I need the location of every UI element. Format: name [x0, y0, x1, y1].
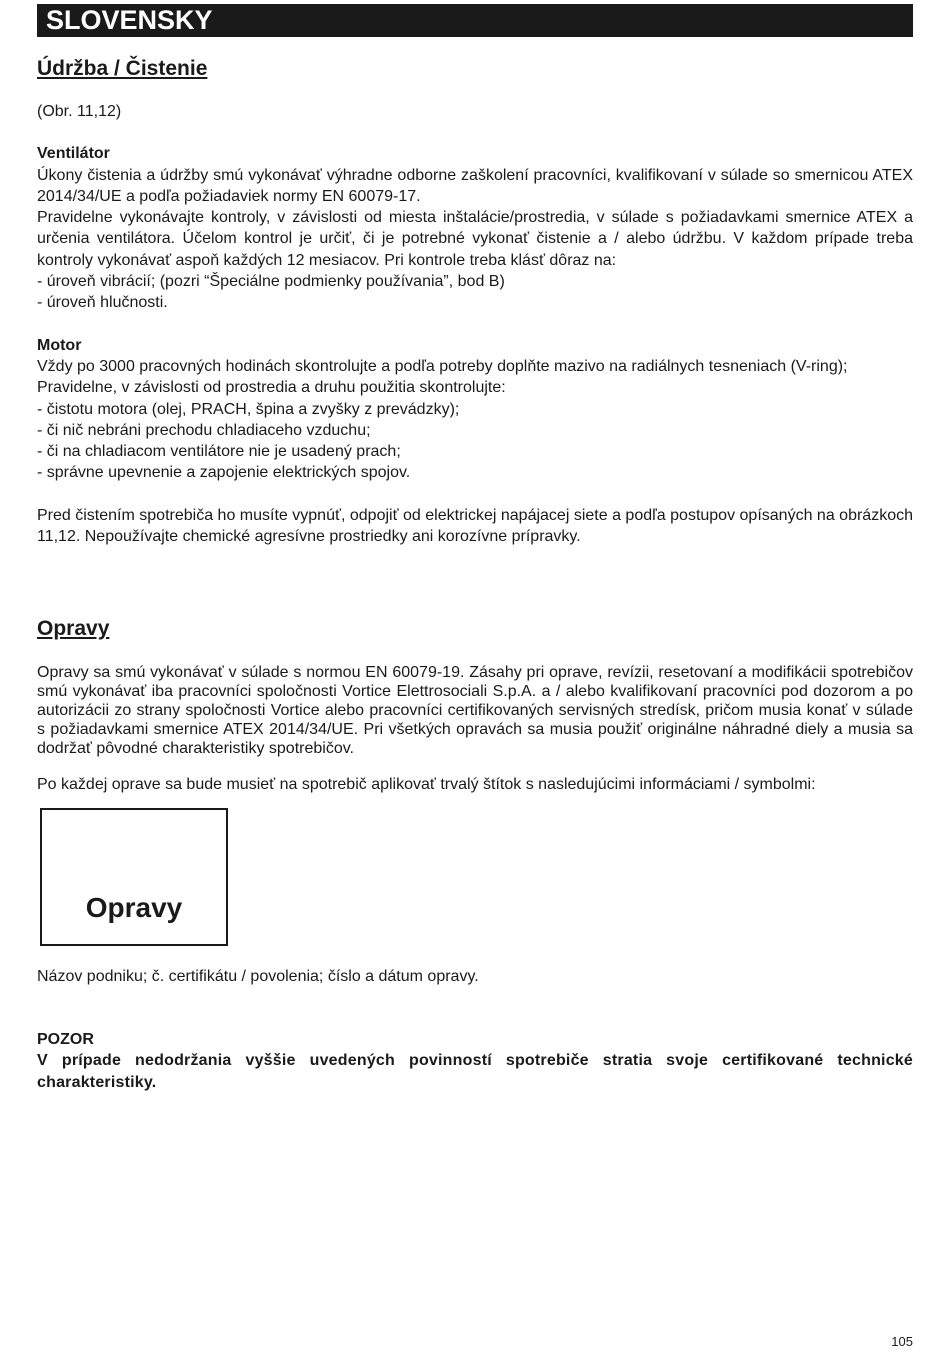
motor-line-2: Pravidelne, v závislosti od prostredia a druhu použitia skontrolujte: [37, 379, 506, 397]
fan-checklist [37, 271, 913, 314]
figure-reference: (Obr. 11,12) [37, 103, 122, 120]
cleaning-note: Pred čistením spotrebiča ho musíte vypnúť, odpojiť od elektrickej napájacej siete a podľa postupov opísaných na obrázkoch 11,12. Nepoužívajte chemické agresívne prostriedky ani korozívne prípravky. [37, 506, 913, 546]
list-item: - či na chladiacom ventilátore nie je usadený prach; [37, 443, 401, 461]
motor-line-1: Vždy po 3000 pracovných hodinách skontrolujte a podľa potreby doplňte mazivo na radiálnych tesneniach (V-ring); [37, 357, 848, 375]
repair-label-box [40, 808, 228, 946]
fan-paragraph-2: Pravidelne vykonávajte kontroly, v závislosti od miesta inštalácie/prostredia, v súlade s požiadavkami smernice ATEX a určenia ventilátora. Účelom kontrol je určiť, či je potrebné vykonať čistenie a / alebo údržbu. V každom prípade treba kontroly vykonávať aspoň každých 12 mesiacov. Pri kontrole treba klásť dôraz na: [37, 209, 913, 269]
repair-label-text: Opravy [85, 891, 183, 923]
repairs-paragraph-1: Opravy sa smú vykonávať v súlade s normou EN 60079-19. Zásahy pri oprave, revízii, resetovaní a modifikácii spotrebičov smú vykonávať iba pracovníci spoločnosti Vortice Elettrosociali S.p.A. a / alebo kvalifikovaní pracovníci pod dozorom a po autorizácii zo strany spoločnosti Vortice alebo pracovníci certifikovaných servisných stredísk, pričom musia konať v súlade s požiadavkami smernice ATEX 2014/34/UE. Pri všetkých opravách sa musia použiť originálne náhradné diely a musia sa dodržať pôvodné charakteristiky spotrebičov. [37, 664, 913, 758]
page-content [37, 55, 913, 1093]
list-item: - úroveň hlučnosti. [37, 294, 168, 312]
repairs-title: Opravy [37, 617, 110, 641]
list-item: - čistotu motora (olej, PRACH, špina a zvyšky z prevádzky); [37, 400, 460, 418]
maintenance-title: Údržba / Čistenie [37, 57, 208, 80]
list-item: - správne upevnenie a zapojenie elektrických spojov. [37, 464, 411, 482]
motor-heading: Motor [37, 336, 82, 354]
warning-text: V prípade nedodržania vyššie uvedených povinností spotrebiče stratia svoje certifikované technické charakteristiky. [37, 1052, 913, 1091]
language-header: SLOVENSKY [37, 4, 913, 37]
list-item: - či nič nebráni prechodu chladiaceho vzduchu; [37, 421, 371, 439]
list-item: - úroveň vibrácií; (pozri “Špeciálne podmienky používania”, bod B) [37, 273, 505, 291]
page-number: 105 [891, 1334, 913, 1349]
motor-checklist [37, 399, 913, 484]
repairs-paragraph-2: Po každej oprave sa bude musieť na spotrebič aplikovať trvalý štítok s nasledujúcimi informáciami / symbolmi: [37, 776, 816, 794]
warning-heading: POZOR [37, 1030, 94, 1048]
repair-label-caption: Názov podniku; č. certifikátu / povolenia; číslo a dátum opravy. [37, 967, 479, 985]
fan-heading: Ventilátor [37, 145, 110, 163]
fan-paragraph-1: Úkony čistenia a údržby smú vykonávať výhradne odborne zaškolení pracovníci, kvalifikovaní v súlade so smernicou ATEX 2014/34/UE a podľa požiadaviek normy EN 60079-17. [37, 166, 913, 205]
